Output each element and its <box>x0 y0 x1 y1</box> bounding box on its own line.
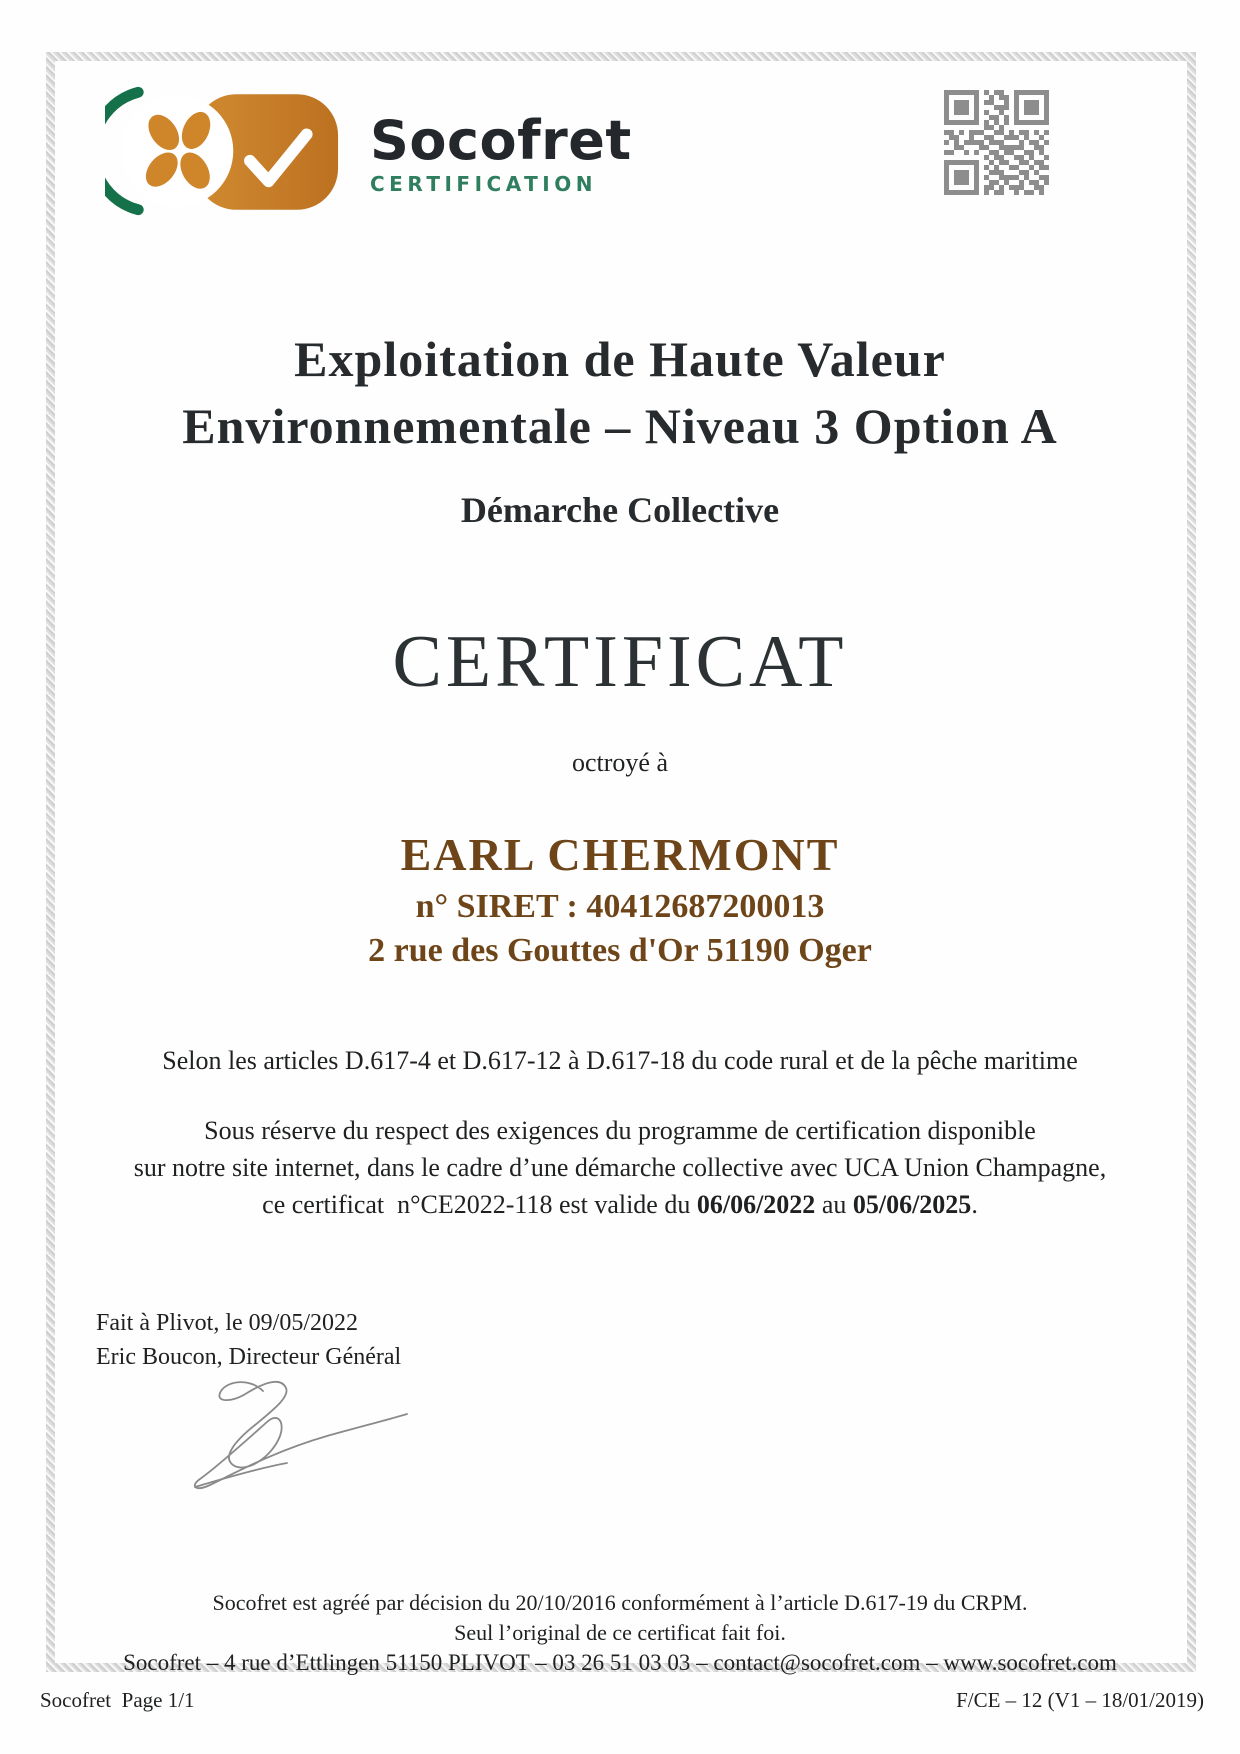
logo-brand-text: Socofret <box>370 109 632 172</box>
conditions-line-2: sur notre site internet, dans le cadre d’une démarche collective avec UCA Union Champagne, <box>133 1153 1107 1182</box>
validity-suffix: . <box>971 1190 978 1219</box>
certificate-footer <box>0 1588 1240 1678</box>
holder-siret: n° SIRET : 40412687200013 <box>415 888 825 925</box>
contact-line: Socofret – 4 rue d’Ettlingen 51150 PLIVOT – 03 26 51 03 03 – contact@socofret.com – www.socofret.com <box>123 1650 1117 1675</box>
accreditation-notice: Socofret est agréé par décision du 20/10/2016 conformément à l’article D.617-19 du CRPM. <box>212 1590 1028 1615</box>
handwritten-signature <box>165 1375 435 1505</box>
socofret-logo <box>105 86 632 216</box>
signatory-name: Eric Boucon, Directeur Général <box>96 1344 402 1370</box>
wheat-check-logo-icon <box>105 86 340 216</box>
title-line-1: Exploitation de Haute Valeur <box>294 331 946 387</box>
certificat-heading: CERTIFICAT <box>392 621 848 703</box>
valid-from-date: 06/06/2022 <box>696 1190 816 1219</box>
legal-basis: Selon les articles D.617-4 et D.617-12 à D.617-18 du code rural et de la pêche maritime <box>162 1046 1078 1075</box>
holder-name: EARL CHERMONT <box>400 829 840 880</box>
conditions-paragraph <box>0 1112 1240 1223</box>
signature-block <box>96 1306 401 1374</box>
logo-text <box>370 109 632 196</box>
original-notice: Seul l’original de ce certificat fait foi. <box>454 1620 786 1645</box>
scheme-subtitle: Démarche Collective <box>460 490 780 530</box>
holder-address: 2 rue des Gouttes d'Or 51190 Oger <box>368 932 872 969</box>
granted-to-label: octroyé à <box>571 748 668 777</box>
validity-prefix: ce certificat n°CE2022-118 est valide du <box>262 1190 697 1219</box>
page-footer <box>40 1688 1204 1713</box>
page-footer-right: F/CE – 12 (V1 – 18/01/2019) <box>956 1688 1204 1712</box>
title-line-2: Environnementale – Niveau 3 Option A <box>182 398 1058 454</box>
logo-tagline-text: CERTIFICATION <box>370 172 597 196</box>
page-footer-left: Socofret Page 1/1 <box>40 1688 195 1712</box>
validity-separator: au <box>815 1190 853 1219</box>
conditions-line-1: Sous réserve du respect des exigences du programme de certification disponible <box>204 1116 1036 1145</box>
qr-code <box>944 90 1049 195</box>
place-and-date: Fait à Plivot, le 09/05/2022 <box>96 1310 358 1336</box>
certificate-title <box>0 326 1240 460</box>
valid-to-date: 05/06/2025 <box>852 1190 972 1219</box>
